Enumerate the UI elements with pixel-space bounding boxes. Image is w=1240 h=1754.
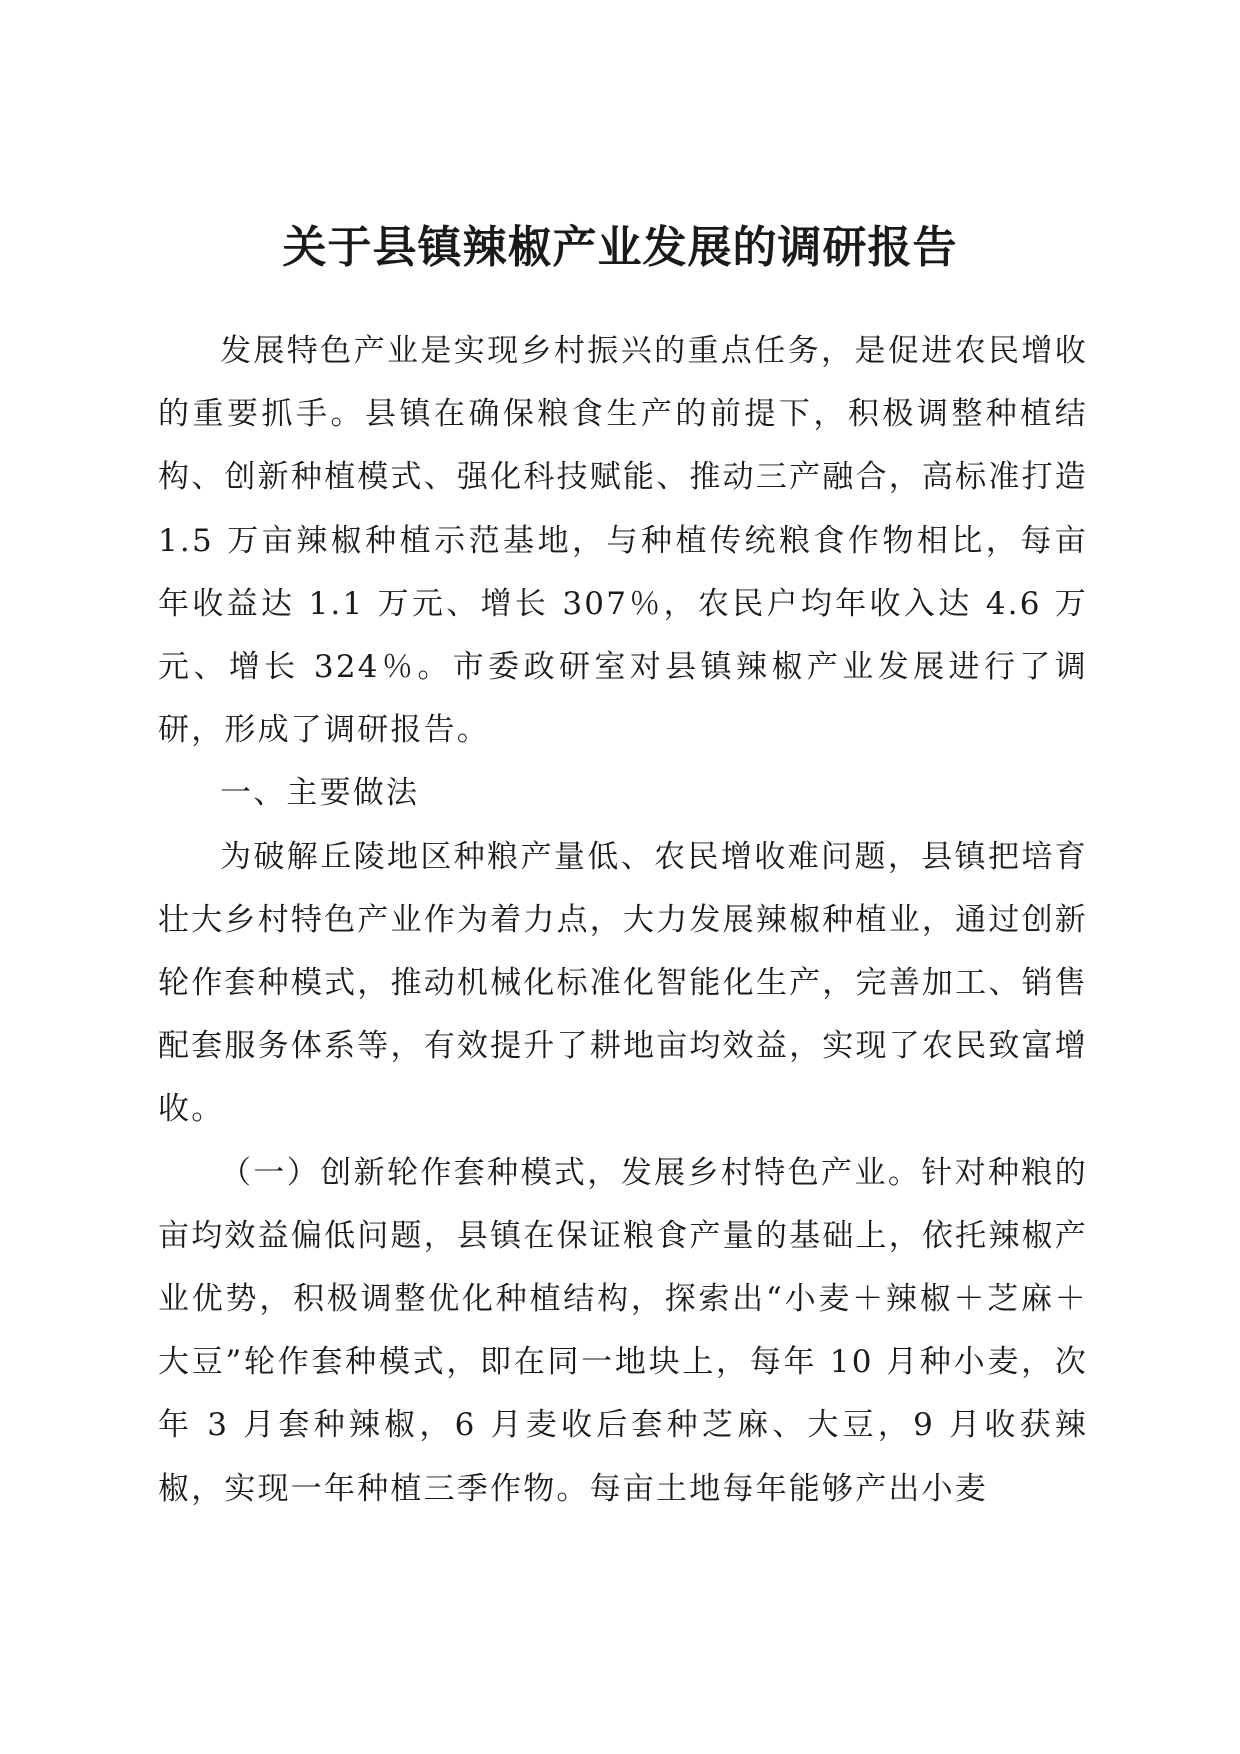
intro-paragraph: 发展特色产业是实现乡村振兴的重点任务，是促进农民增收的重要抓手。县镇在确保粮食生产的前提下，积极调整种植结构、创新种植模式、强化科技赋能、推动三产融合，高标准打造 1.5 万亩辣椒种植示范基地，与种植传统粮食作物相比，每亩年收益达 1.1 万元、增长 307％，农民户均年收入达 4.6 万元、增长 324％。市委政研室对县镇辣椒产业发展进行了调研，形成了调研报告。 xyxy=(158,333,1088,749)
subsection-paragraph: （一）创新轮作套种模式，发展乡村特色产业。针对种粮的亩均效益偏低问题，县镇在保证粮食产量的基础上，依托辣椒产业优势，积极调整优化种植结构，探索出“小麦＋辣椒＋芝麻＋大豆”轮作套种模式，即在同一地块上，每年 10 月种小麦，次年 3 月套种辣椒，6 月麦收后套种芝麻、大豆，9 月收获辣椒，实现一年种植三季作物。每亩土地每年能够产出小麦 xyxy=(158,1154,1088,1507)
document-title: 关于县镇辣椒产业发展的调研报告 xyxy=(282,222,958,273)
document-body xyxy=(158,320,1088,1521)
body-paragraph: 为破解丘陵地区种粮产量低、农民增收难问题，县镇把培育壮大乡村特色产业作为着力点，大力发展辣椒种植业，通过创新轮作套种模式，推动机械化标准化智能化生产，完善加工、销售配套服务体系等，有效提升了耕地亩均效益，实现了农民致富增收。 xyxy=(158,838,1088,1128)
section-heading-main-practices: 一、主要做法 xyxy=(220,775,420,812)
